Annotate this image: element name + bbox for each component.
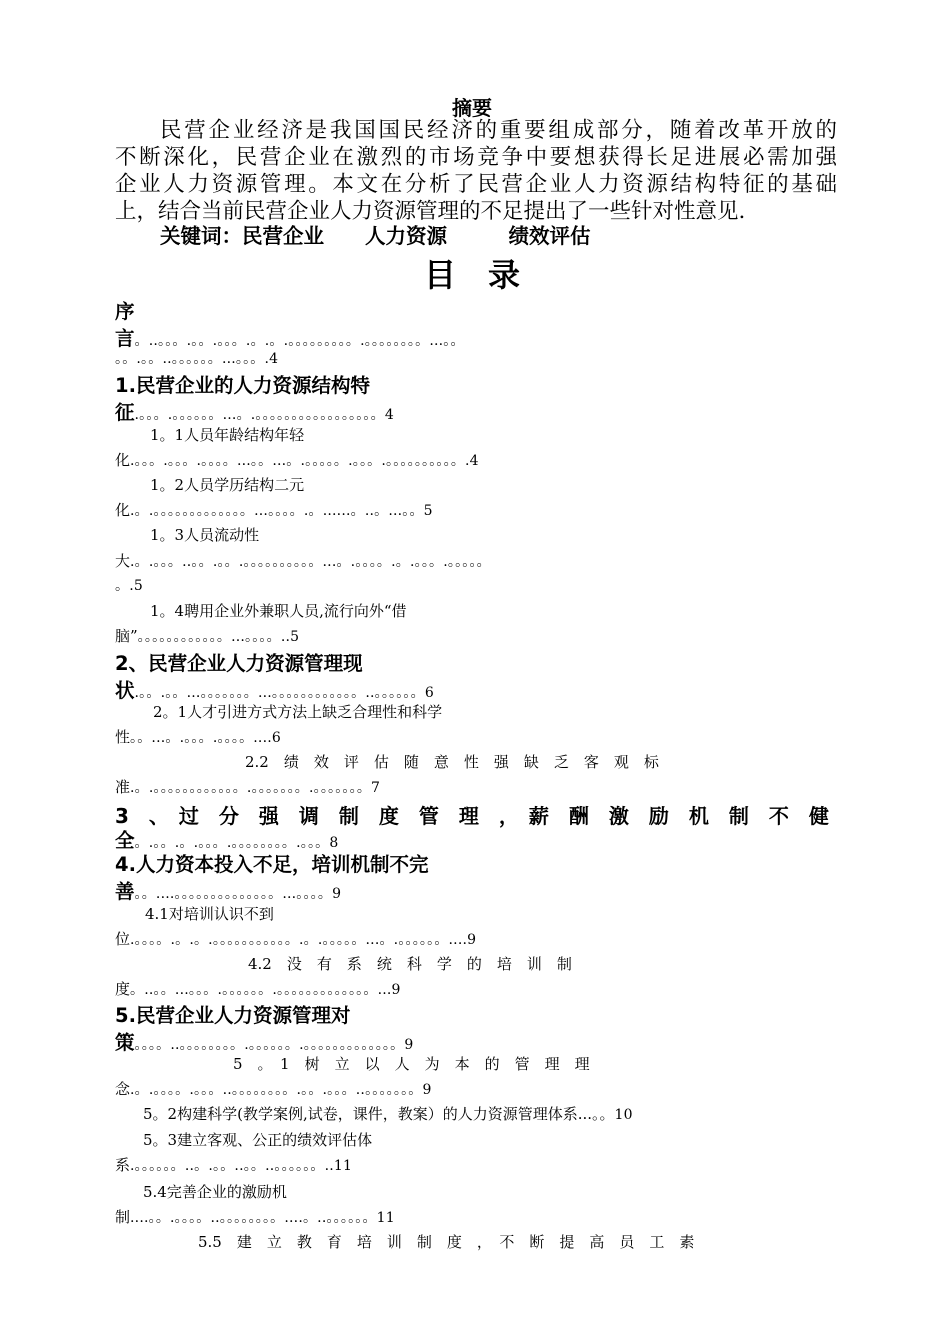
toc-page-number: 9 <box>332 886 342 902</box>
keywords: 关键词：民营企业 人力资源 绩效评估 <box>160 224 591 248</box>
toc-page-number: 9 <box>391 982 401 998</box>
toc-entry-5-4-cont[interactable] <box>115 1206 395 1227</box>
toc-entry-label: 5。2构建科学(教学案例,试卷，课件，教案）的人力资源管理体系...。。 <box>143 1105 615 1123</box>
toc-leader: 。。。。。。。。。。。。...。。。。.. <box>137 629 291 645</box>
toc-page-number: 7 <box>371 780 381 796</box>
toc-leader: 。。...。.。。。.。。。。.... <box>130 730 272 746</box>
toc-entry-4[interactable]: 4.人力资本投入不足，培训机制不完 <box>115 853 429 876</box>
toc-entry-2[interactable]: 2、民营企业人力资源管理现 <box>115 652 363 675</box>
toc-leader: .。.。。。..。。.。。.。。。。。。。。。。...。.。。。。.。.。。。.。。。。。 <box>130 554 491 570</box>
toc-cont: 策 <box>115 1031 135 1054</box>
toc-entry-4-cont[interactable] <box>115 876 341 904</box>
toc-leader: 。。....。。。。。。。。。。。。。。...。。。。 <box>134 886 333 902</box>
toc-entry-1-cont[interactable] <box>115 397 394 425</box>
toc-leader: .。。.。。...。。。。。。。...。。。。。。。。。。。。..。。。。。。 <box>134 685 425 701</box>
toc-leader: .。。。.。。。。。。...。.。。。。。。。。。。。。。。。。。 <box>134 407 385 423</box>
toc-leader: .。。。。.。.。.。。。。。。。。。。。.。.。。。。。...。.。。。。。。.... <box>130 932 468 948</box>
toc-entry-1-1-cont[interactable] <box>115 449 479 470</box>
toc-entry-2-cont[interactable] <box>115 675 434 703</box>
toc-entry-5-cont[interactable] <box>115 1027 413 1055</box>
toc-leader: .。。。。。。..。.。。..。。..。。。。。。.. <box>130 1158 334 1174</box>
toc-entry-5-4[interactable]: 5.4完善企业的激励机 <box>143 1183 287 1201</box>
abstract-line-4: 上，结合当前民营企业人力资源管理的不足提出了一些针对性意见. <box>115 199 746 224</box>
toc-page-number: 9 <box>467 932 477 948</box>
toc-leader: 。。。。..。。。。。。。。.。。。。。。.。。。。。。。。。。。。。 <box>134 1037 405 1053</box>
toc-leader: .。.。。。。。。。。。。。。.。。。。。。。.。。。。。。。 <box>130 780 372 796</box>
abstract-line-2: 不断深化，民营企业在激烈的市场竞争中要想获得长足进展必需加强 <box>115 145 837 170</box>
toc-entry-5-1-cont[interactable] <box>115 1078 432 1099</box>
toc-entry-5[interactable]: 5.民营企业人力资源管理对 <box>115 1004 351 1027</box>
toc-entry-1-3-cont2 <box>115 575 143 595</box>
toc-cont: 状 <box>115 679 135 702</box>
toc-title: 目 录 <box>424 256 521 294</box>
toc-page-number: 5 <box>290 629 300 645</box>
toc-cont: 化 <box>115 501 131 519</box>
toc-page-number: 11 <box>376 1210 395 1226</box>
toc-entry-4-2[interactable]: 4.2 没 有 系 统 科 学 的 培 训 制 <box>248 955 572 973</box>
toc-cont: 位 <box>115 930 131 948</box>
toc-cont: 性 <box>115 728 131 746</box>
toc-entry-preface[interactable]: 序 <box>115 300 135 323</box>
toc-cont: 制 <box>115 1208 131 1226</box>
toc-entry-1-4-cont[interactable] <box>115 625 299 646</box>
toc-cont: 脑” <box>115 627 138 645</box>
toc-page-number: 8 <box>329 835 339 851</box>
toc-page-number: 9 <box>422 1082 432 1098</box>
toc-entry-1-3-cont[interactable] <box>115 550 491 571</box>
toc-entry-1-3[interactable]: 1。3人员流动性 <box>150 526 260 544</box>
toc-leader: 。。.。。..。。。。。。...。。。. <box>115 351 270 367</box>
toc-entry-2-1-cont[interactable] <box>115 726 281 747</box>
toc-page-number: 5 <box>133 578 143 594</box>
toc-leader: 。..。。。.。。.。。。.。.。.。。。。。。。。。.。。。。。。。。...。。 <box>134 333 465 349</box>
toc-entry-2-2-cont[interactable] <box>115 776 380 797</box>
toc-cont: 度 <box>115 980 131 998</box>
toc-leader: .。。。.。。。.。。。。...。。...。.。。。。。.。。。.。。。。。。。。。。. <box>130 453 470 469</box>
toc-entry-preface-cont2 <box>115 348 278 368</box>
toc-entry-4-1-cont[interactable] <box>115 928 476 949</box>
toc-page-number: 6 <box>271 730 281 746</box>
toc-cont: 征 <box>115 401 135 424</box>
toc-entry-1[interactable]: 1.民营企业的人力资源结构特 <box>115 374 370 397</box>
toc-leader: .。.。。。。。。。。。。。。。...。。。。.。......。..。...。。 <box>130 503 424 519</box>
toc-entry-5-1[interactable]: 5 。 1 树 立 以 人 为 本 的 管 理 理 <box>233 1055 590 1073</box>
toc-entry-4-2-cont[interactable] <box>115 978 401 999</box>
toc-cont: 全 <box>115 829 135 852</box>
toc-cont: 言 <box>115 327 135 350</box>
toc-entry-5-3[interactable]: 5。3建立客观、公正的绩效评估体 <box>143 1131 373 1149</box>
toc-entry-3[interactable]: 3 、 过 分 强 调 制 度 管 理 ， 薪 酬 激 励 机 制 不 健 <box>115 804 829 828</box>
toc-cont: 化 <box>115 451 131 469</box>
toc-leader: .。.。。。。.。。。..。。。。。。。。.。。.。。。..。。。。。。。 <box>130 1082 423 1098</box>
toc-leader: 。.。。.。.。。。.。。。。。。。。.。。。 <box>134 835 330 851</box>
toc-page-number: 11 <box>333 1158 353 1174</box>
toc-page-number: 4 <box>384 407 394 423</box>
toc-leader: 。..。。...。。。.。。。。。。.。。。。。。。。。。。。。... <box>130 982 392 998</box>
toc-leader: 。. <box>115 578 134 594</box>
abstract-line-1: 民营企业经济是我国国民经济的重要组成部分，随着改革开放的 <box>160 118 837 143</box>
toc-entry-4-1[interactable]: 4.1对培训认识不到 <box>145 905 274 923</box>
toc-entry-1-2-cont[interactable] <box>115 499 433 520</box>
toc-entry-2-1[interactable]: 2。1人才引进方式方法上缺乏合理性和科学 <box>153 703 443 721</box>
toc-entry-1-4[interactable]: 1。4聘用企业外兼职人员,流行向外“借 <box>150 602 407 620</box>
toc-page-number: 9 <box>404 1037 414 1053</box>
toc-page-number: 5 <box>423 503 433 519</box>
toc-entry-2-2[interactable]: 2.2 绩 效 评 估 随 意 性 强 缺 乏 客 观 标 <box>245 753 659 771</box>
toc-cont: 准 <box>115 778 131 796</box>
toc-cont: 念 <box>115 1080 131 1098</box>
toc-page-number: 10 <box>614 1107 633 1123</box>
toc-cont: 善 <box>115 880 135 903</box>
toc-entry-1-2[interactable]: 1。2人员学历结构二元 <box>150 476 305 494</box>
toc-entry-5-3-cont[interactable] <box>115 1154 352 1175</box>
toc-page-number: 6 <box>424 685 434 701</box>
abstract-title: 摘要 <box>452 96 492 120</box>
toc-leader: ....。。.。。。。..。。。。。。。。....。..。。。。。。 <box>130 1210 377 1226</box>
abstract-line-3: 企业人力资源管理。本文在分析了民营企业人力资源结构特征的基础 <box>115 172 837 197</box>
toc-entry-5-5[interactable]: 5.5 建 立 教 育 培 训 制 度 ， 不 断 提 高 员 工 素 <box>198 1233 695 1251</box>
toc-page-number: 4 <box>469 453 479 469</box>
toc-cont: 系 <box>115 1156 131 1174</box>
toc-cont: 大 <box>115 552 131 570</box>
toc-page-number: 4 <box>269 351 279 367</box>
toc-entry-5-2[interactable] <box>143 1103 633 1124</box>
toc-entry-1-1[interactable]: 1。1人员年龄结构年轻 <box>150 426 305 444</box>
toc-entry-preface-cont[interactable] <box>115 323 465 351</box>
